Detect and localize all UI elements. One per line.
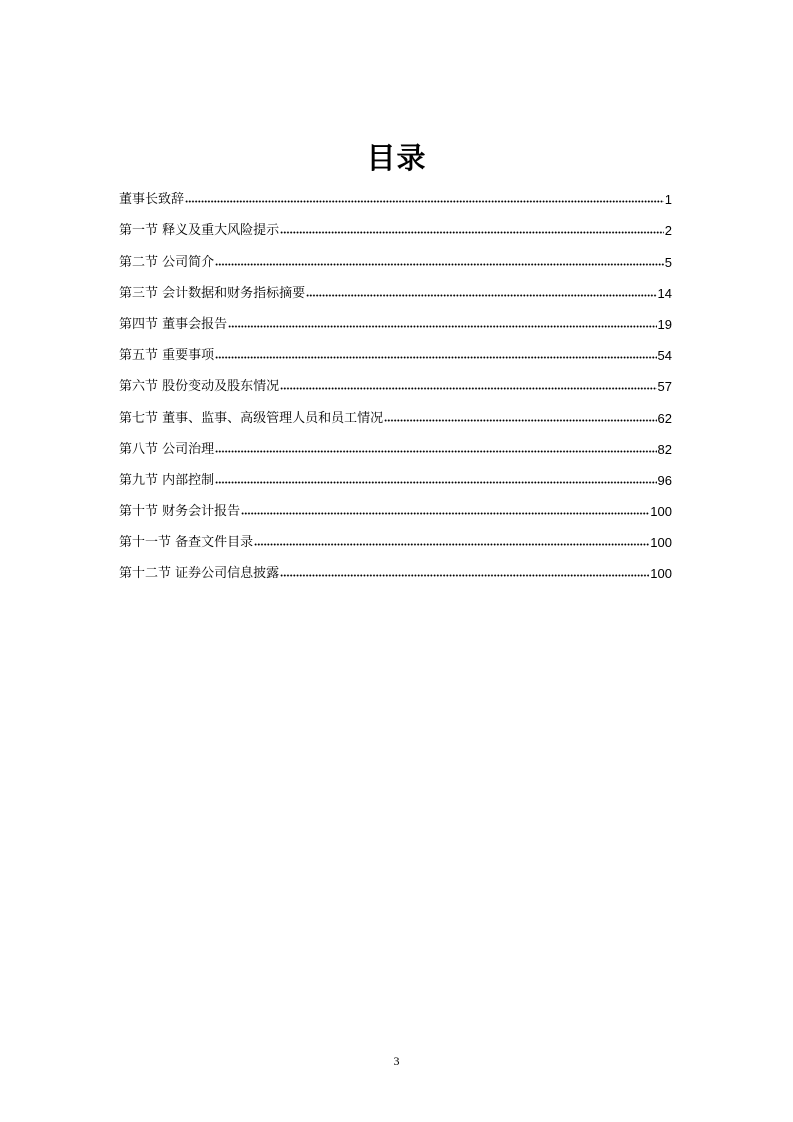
toc-entry-section-7[interactable] <box>119 400 672 431</box>
toc-entry-page: 2 <box>664 223 672 239</box>
dot-leader <box>228 322 656 331</box>
toc-entry-label: 第一节 释义及重大风险提示 <box>119 223 280 239</box>
dot-leader <box>384 416 656 425</box>
toc-entry-page: 82 <box>657 441 672 457</box>
dot-leader <box>215 478 656 487</box>
page-number: 3 <box>393 1054 400 1068</box>
page-title: 目录 <box>366 141 427 175</box>
dot-leader <box>215 353 656 362</box>
toc-entry-page: 100 <box>650 566 672 582</box>
dot-leader <box>241 509 649 518</box>
toc-entry-page: 54 <box>657 348 672 364</box>
toc-entry-section-6[interactable] <box>119 369 672 400</box>
toc-entry-label: 第十一节 备查文件目录 <box>119 535 254 551</box>
toc-entry-label: 第六节 股份变动及股东情况 <box>119 379 280 395</box>
toc-entry-section-9[interactable] <box>119 463 672 494</box>
toc-entry-section-1[interactable] <box>119 213 672 244</box>
toc-entry-section-4[interactable] <box>119 307 672 338</box>
toc-entry-label: 第十二节 证券公司信息披露 <box>119 566 280 582</box>
toc-entry-page: 19 <box>657 316 672 332</box>
toc-entry-chairman-letter[interactable] <box>119 182 672 213</box>
dot-leader <box>254 540 649 549</box>
dot-leader <box>215 447 656 456</box>
toc-entry-label: 第七节 董事、监事、高级管理人员和员工情况 <box>119 410 384 426</box>
toc-entry-label: 第三节 会计数据和财务指标摘要 <box>119 285 306 301</box>
toc-entry-section-3[interactable] <box>119 276 672 307</box>
toc-entry-label: 第八节 公司治理 <box>119 441 215 457</box>
toc-entry-label: 第十节 财务会计报告 <box>119 504 241 520</box>
toc-entry-label: 第四节 董事会报告 <box>119 316 228 332</box>
toc-entry-label: 第二节 公司简介 <box>119 254 215 270</box>
toc-entry-page: 14 <box>657 285 672 301</box>
toc-entry-page: 100 <box>650 535 672 551</box>
toc-entry-section-11[interactable] <box>119 525 672 556</box>
toc-entry-page: 1 <box>664 192 672 208</box>
dot-leader <box>280 384 656 393</box>
toc-entry-page: 96 <box>657 472 672 488</box>
toc-entry-section-5[interactable] <box>119 338 672 369</box>
toc-entry-page: 5 <box>664 254 672 270</box>
toc-entry-page: 100 <box>650 504 672 520</box>
toc-entry-label: 第九节 内部控制 <box>119 472 215 488</box>
toc-entry-section-12[interactable] <box>119 556 672 587</box>
toc-entry-page: 57 <box>657 379 672 395</box>
toc-entry-section-2[interactable] <box>119 244 672 275</box>
toc-entry-page: 62 <box>657 410 672 426</box>
dot-leader <box>185 197 664 206</box>
dot-leader <box>280 571 649 580</box>
toc-entry-label: 第五节 重要事项 <box>119 348 215 364</box>
dot-leader <box>306 291 656 300</box>
toc-entry-label: 董事长致辞 <box>119 192 185 208</box>
table-of-contents <box>119 182 672 587</box>
dot-leader <box>215 260 664 269</box>
toc-entry-section-10[interactable] <box>119 494 672 525</box>
toc-entry-section-8[interactable] <box>119 432 672 463</box>
dot-leader <box>280 228 664 237</box>
